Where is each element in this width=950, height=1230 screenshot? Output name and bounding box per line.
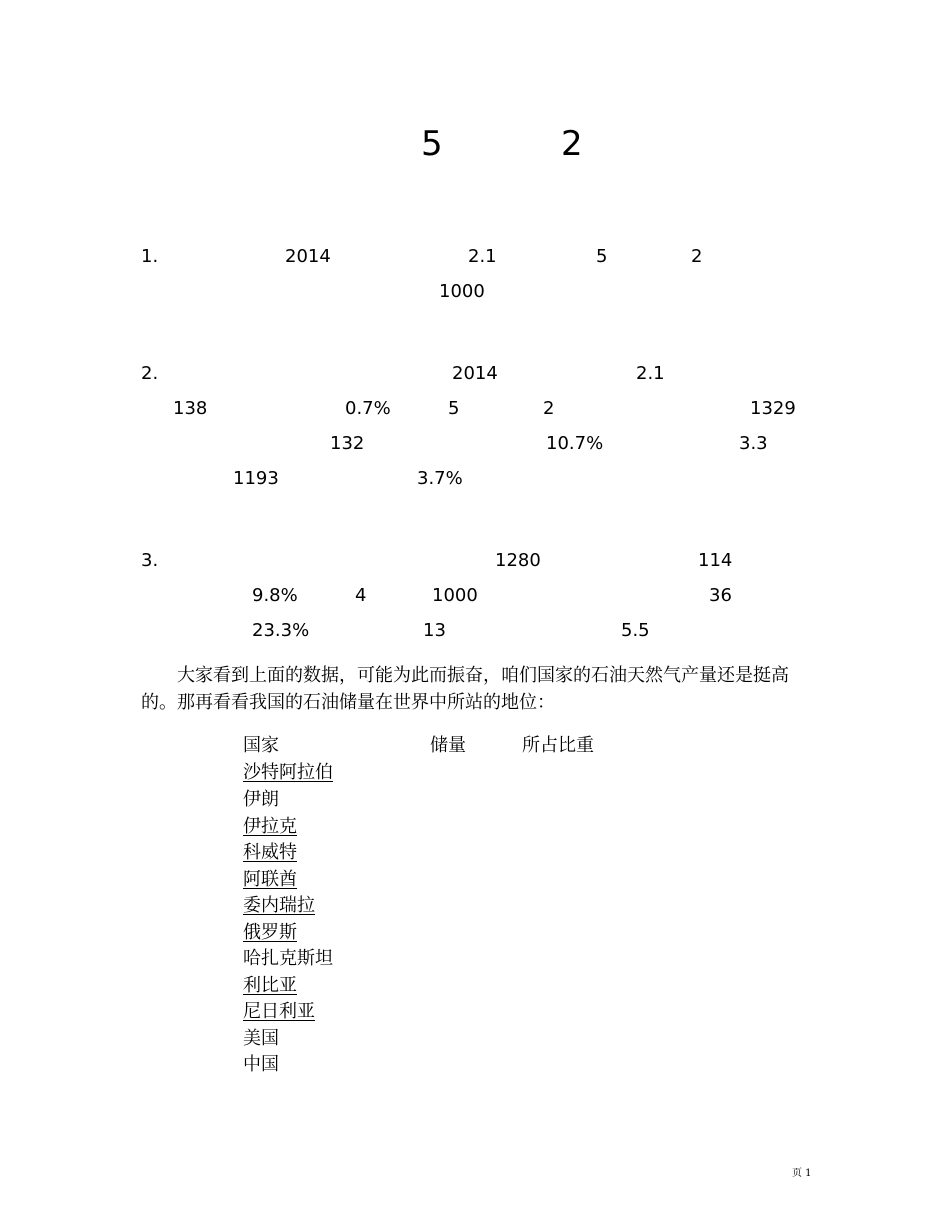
- value: 2.1: [636, 363, 665, 384]
- table-row-country: 尼日利亚: [243, 1001, 315, 1022]
- table-header-reserves: 储量: [430, 735, 466, 756]
- table-row-country: 利比亚: [243, 975, 297, 996]
- table-row-country: 沙特阿拉伯: [243, 762, 333, 783]
- value: 114: [698, 550, 733, 571]
- table-row-country: 阿联酋: [243, 869, 297, 890]
- value: 1000: [439, 281, 485, 302]
- value: 9.8%: [252, 585, 298, 606]
- table-row-country: 美国: [243, 1028, 279, 1049]
- table-row-country: 科威特: [243, 842, 297, 863]
- value: 2014: [452, 363, 498, 384]
- value: 138: [173, 398, 208, 419]
- table-header-share: 所占比重: [522, 735, 594, 756]
- value: 132: [330, 433, 365, 454]
- value: 1193: [233, 468, 279, 489]
- value: 2: [691, 246, 703, 267]
- table-row-country: 伊拉克: [243, 816, 297, 837]
- section-number: 2.: [141, 363, 159, 384]
- section-number: 1.: [141, 246, 159, 267]
- value: 5: [448, 398, 460, 419]
- section-number: 3.: [141, 550, 159, 571]
- value: 5: [596, 246, 608, 267]
- value: 4: [355, 585, 367, 606]
- value: 0.7%: [345, 398, 391, 419]
- value: 23.3%: [252, 620, 310, 641]
- body-paragraph: 大家看到上面的数据，可能为此而振奋，咱们国家的石油天然气产量还是挺高的。那再看看我国的石油储量在世界中所站的地位：: [141, 665, 789, 713]
- title-number-right: 2: [561, 124, 583, 164]
- table-row-country: 俄罗斯: [243, 922, 297, 943]
- table-row-country: 委内瑞拉: [243, 895, 315, 916]
- page-number: 页 1: [792, 1168, 812, 1179]
- value: 36: [709, 585, 732, 606]
- value: 2.1: [468, 246, 497, 267]
- value: 1000: [432, 585, 478, 606]
- value: 5.5: [621, 620, 650, 641]
- table-row-country: 伊朗: [243, 789, 279, 810]
- title-number-left: 5: [421, 124, 443, 164]
- table-header-country: 国家: [243, 735, 279, 756]
- value: 2014: [285, 246, 331, 267]
- value: 1280: [495, 550, 541, 571]
- value: 2: [543, 398, 555, 419]
- table-row-country: 哈扎克斯坦: [243, 948, 333, 969]
- value: 3.3: [739, 433, 768, 454]
- table-row-country: 中国: [243, 1054, 279, 1075]
- value: 13: [423, 620, 446, 641]
- value: 10.7%: [546, 433, 604, 454]
- value: 3.7%: [417, 468, 463, 489]
- value: 1329: [750, 398, 796, 419]
